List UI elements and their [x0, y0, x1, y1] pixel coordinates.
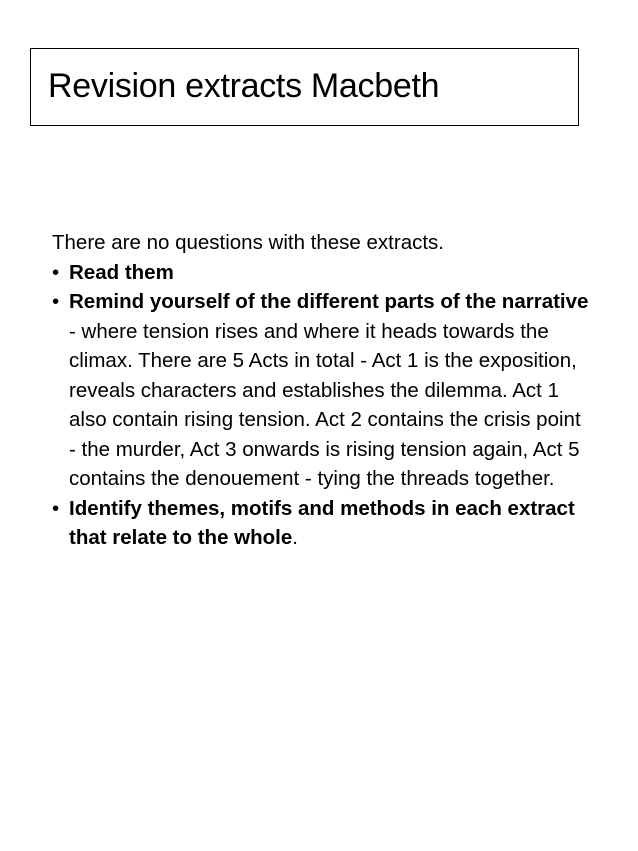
- page-title: Revision extracts Macbeth: [48, 67, 440, 105]
- title-box: [30, 48, 579, 126]
- bullet-icon: •: [52, 260, 60, 284]
- bullet-rest-text: .: [292, 526, 298, 549]
- intro-text: There are no questions with these extracts.: [52, 231, 444, 254]
- bullet-item-read-them: [52, 258, 592, 288]
- bullet-item-narrative: [52, 287, 592, 494]
- bullet-icon: •: [52, 290, 60, 313]
- bullet-bold-text: Remind yourself of the different parts of the narrative: [69, 290, 589, 313]
- bullet-bold-text: Read them: [69, 260, 174, 284]
- bullet-icon: •: [52, 496, 60, 520]
- content-body: [52, 228, 592, 553]
- bullet-list: [52, 258, 592, 553]
- bullet-rest-text: - where tension rises and where it heads towards the climax. There are 5 Acts in total - Act 1 is the exposition, reveals characters and establishes the dilemma. Act 1 also contain rising tension. Act 2 contains the crisis point - the murder, Act 3 onwards is rising tension again, Act 5 contains the denouement - tying the threads together.: [69, 319, 581, 490]
- bullet-bold-text: Identify themes, motifs and methods in each extract that relate to the whole: [69, 496, 575, 549]
- bullet-item-themes: [52, 494, 592, 553]
